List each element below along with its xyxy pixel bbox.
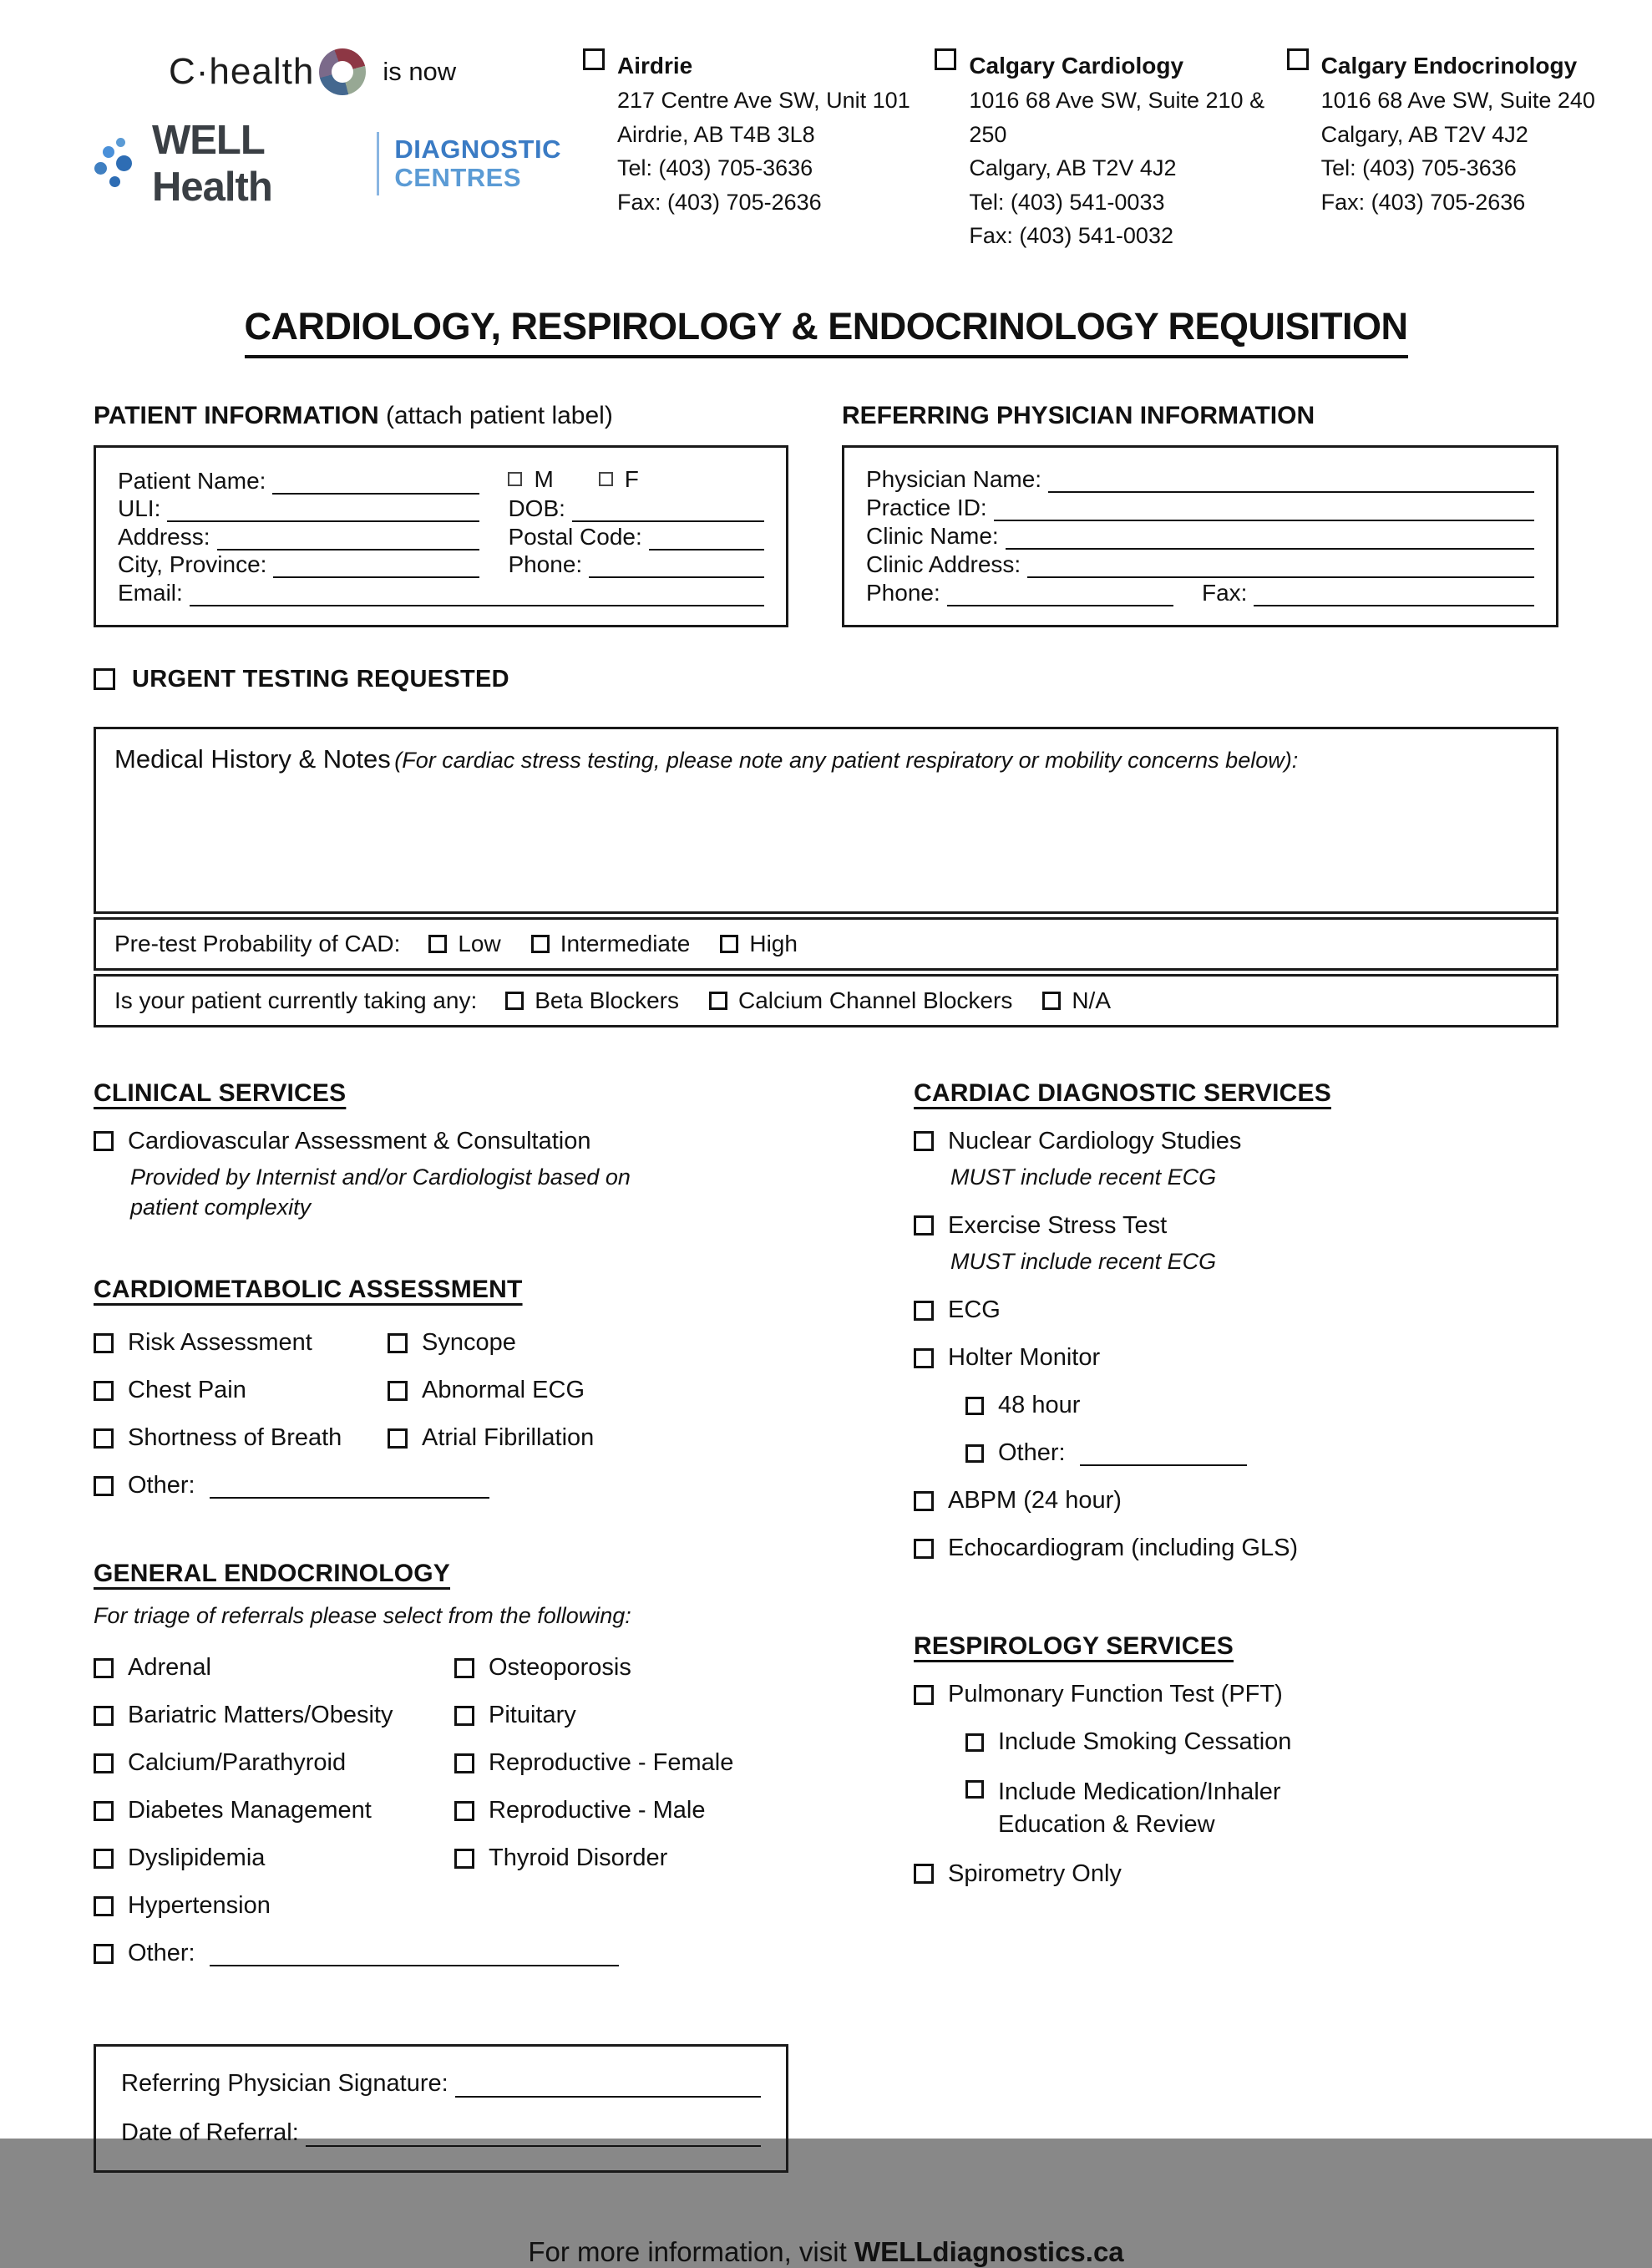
pretest-intermediate-checkbox[interactable]: [531, 935, 550, 953]
shortness-of-breath-checkbox[interactable]: [94, 1428, 114, 1449]
calcium-channel-blockers-checkbox[interactable]: [709, 992, 727, 1010]
referring-physician-section: [842, 402, 1558, 627]
na-label: N/A: [1072, 987, 1112, 1013]
na-checkbox[interactable]: [1042, 992, 1061, 1010]
diagnostic-centres-logo-text: DIAGNOSTIC CENTRES: [394, 134, 561, 192]
female-label: F: [624, 465, 639, 492]
endocrinology-other-item: [94, 1940, 845, 1967]
shortness-of-breath-item: Shortness of Breath: [94, 1424, 388, 1452]
pretest-high-checkbox[interactable]: [720, 935, 738, 953]
reproductive-female-checkbox[interactable]: [454, 1753, 474, 1773]
holter-other-item: [965, 1439, 1558, 1467]
diabetes-checkbox[interactable]: [94, 1801, 114, 1821]
dyslipidemia-item: Dyslipidemia: [94, 1844, 454, 1872]
holter-other-field[interactable]: [1080, 1441, 1247, 1466]
osteoporosis-item: Osteoporosis: [454, 1654, 733, 1682]
physician-name-field[interactable]: [1048, 466, 1534, 493]
diabetes-item: Diabetes Management: [94, 1797, 454, 1824]
cardiovascular-assessment-label: Cardiovascular Assessment & Consultation: [128, 1127, 591, 1154]
physician-signature-label: Referring Physician Signature:: [121, 2070, 448, 2098]
location-airdrie: Airdrie 217 Centre Ave SW, Unit 101 Airdrie, AB T4B 3L8 Tel: (403) 705-3636 Fax: (403) 705-2636: [583, 48, 915, 253]
header: [0, 0, 1652, 253]
exercise-stress-test-checkbox[interactable]: [914, 1215, 934, 1235]
ecg-checkbox[interactable]: [914, 1301, 934, 1321]
postal-code-field[interactable]: [649, 524, 764, 551]
respirology-heading: RESPIROLOGY SERVICES: [914, 1632, 1234, 1661]
cardiometabolic-other-field[interactable]: [210, 1474, 489, 1499]
atrial-fibrillation-item: Atrial Fibrillation: [388, 1424, 594, 1452]
risk-assessment-item: Risk Assessment: [94, 1329, 388, 1357]
medications-row: [94, 974, 1558, 1027]
holter-monitor-checkbox[interactable]: [914, 1348, 934, 1368]
well-health-logo-text: WELL Health: [152, 118, 272, 210]
smoking-cessation-item: Include Smoking Cessation: [965, 1728, 1558, 1756]
medical-history-label: Medical History & Notes: [114, 743, 391, 774]
urgent-testing-checkbox[interactable]: [94, 668, 115, 690]
female-checkbox[interactable]: [599, 472, 613, 486]
male-checkbox[interactable]: [508, 472, 522, 486]
inhaler-education-checkbox[interactable]: [965, 1780, 984, 1799]
date-of-referral-field[interactable]: [306, 2120, 761, 2147]
pituitary-item: Pituitary: [454, 1702, 733, 1729]
footer-text: For more information, visit: [528, 2236, 847, 2268]
medications-label: Is your patient currently taking any:: [114, 987, 478, 1013]
abpm-item: ABPM (24 hour): [914, 1487, 1558, 1515]
osteoporosis-checkbox[interactable]: [454, 1658, 474, 1678]
is-now-text: is now: [383, 57, 457, 86]
echocardiogram-item: Echocardiogram (including GLS): [914, 1535, 1558, 1562]
calcium-channel-blockers-label: Calcium Channel Blockers: [737, 987, 1013, 1013]
nuclear-cardiology-item: Nuclear Cardiology Studies: [914, 1128, 1558, 1155]
brand-logos: [94, 48, 561, 253]
practice-id-label: Practice ID:: [866, 494, 987, 520]
chest-pain-checkbox[interactable]: [94, 1381, 114, 1401]
practice-id-field[interactable]: [994, 495, 1534, 521]
services-left-column: [94, 1079, 845, 1968]
reproductive-female-item: Reproductive - Female: [454, 1749, 733, 1777]
location-name: Calgary Endocrinology: [1320, 53, 1578, 79]
email-label: Email:: [118, 579, 183, 606]
exercise-stress-test-item: Exercise Stress Test: [914, 1212, 1558, 1240]
pretest-label: Pre-test Probability of CAD:: [114, 930, 401, 956]
cardiometabolic-other-label: Other:: [128, 1472, 195, 1499]
clinic-address-field[interactable]: [1027, 551, 1534, 578]
nuclear-cardiology-checkbox[interactable]: [914, 1131, 934, 1151]
dob-field[interactable]: [572, 495, 764, 522]
beta-blockers-label: Beta Blockers: [535, 987, 679, 1013]
spirometry-checkbox[interactable]: [914, 1864, 934, 1884]
patient-name-label: Patient Name:: [118, 467, 266, 494]
beta-blockers-checkbox[interactable]: [505, 992, 524, 1010]
endocrinology-other-checkbox[interactable]: [94, 1944, 114, 1964]
location-list: [583, 48, 1619, 253]
pretest-low-label: Low: [458, 930, 501, 956]
footer-website: WELLdiagnostics.ca: [854, 2236, 1124, 2268]
address-field[interactable]: [217, 524, 480, 551]
clinic-fax-field[interactable]: [1254, 580, 1534, 606]
syncope-item: Syncope: [388, 1329, 594, 1357]
medical-history-notes-area[interactable]: [114, 774, 1538, 891]
clinic-address-label: Clinic Address:: [866, 551, 1021, 577]
patient-information-heading: PATIENT INFORMATION (attach patient label): [94, 401, 613, 429]
nuclear-cardiology-note: MUST include recent ECG: [950, 1164, 1217, 1190]
pft-checkbox[interactable]: [914, 1685, 934, 1705]
dob-label: DOB:: [508, 495, 565, 521]
general-endocrinology-heading: GENERAL ENDOCRINOLOGY: [94, 1560, 451, 1588]
clinic-phone-field[interactable]: [947, 580, 1173, 606]
clinical-services-heading: CLINICAL SERVICES: [94, 1078, 347, 1107]
hypertension-item: Hypertension: [94, 1892, 454, 1920]
patient-phone-label: Phone:: [508, 551, 583, 577]
male-label: M: [534, 465, 554, 492]
urgent-testing-label: URGENT TESTING REQUESTED: [132, 665, 509, 693]
holter-monitor-item: Holter Monitor: [914, 1344, 1558, 1372]
medical-history-note: (For cardiac stress testing, please note any patient respiratory or mobility concerns below):: [394, 747, 1299, 773]
pretest-high-label: High: [749, 930, 798, 956]
adrenal-item: Adrenal: [94, 1654, 454, 1682]
patient-phone-field[interactable]: [589, 551, 764, 578]
syncope-checkbox[interactable]: [388, 1333, 408, 1353]
abnormal-ecg-item: Abnormal ECG: [388, 1377, 594, 1404]
calgary-endocrinology-checkbox[interactable]: [1287, 48, 1309, 70]
clinic-fax-label: Fax:: [1202, 579, 1248, 606]
logo-divider: [377, 132, 379, 195]
clinic-name-field[interactable]: [1006, 523, 1534, 550]
general-endocrinology-subtitle: For triage of referrals please select from the following:: [94, 1603, 631, 1629]
postal-code-label: Postal Code:: [508, 523, 642, 550]
holter-48-hour-checkbox[interactable]: [965, 1397, 984, 1415]
echocardiogram-checkbox[interactable]: [914, 1539, 934, 1559]
endocrinology-other-label: Other:: [128, 1940, 195, 1967]
pft-item: Pulmonary Function Test (PFT): [914, 1681, 1558, 1708]
abpm-checkbox[interactable]: [914, 1491, 934, 1511]
calgary-cardiology-checkbox[interactable]: [935, 48, 956, 70]
cardiovascular-assessment-note: Provided by Internist and/or Cardiologist based on patient complexity: [130, 1164, 631, 1220]
cardiovascular-assessment-item: [94, 1128, 845, 1155]
email-field[interactable]: [190, 580, 764, 606]
patient-information-box: [94, 445, 788, 627]
thyroid-disorder-checkbox[interactable]: [454, 1849, 474, 1869]
spirometry-item: Spirometry Only: [914, 1860, 1558, 1888]
smoking-cessation-checkbox[interactable]: [965, 1733, 984, 1752]
risk-assessment-checkbox[interactable]: [94, 1333, 114, 1353]
physician-name-label: Physician Name:: [866, 465, 1042, 492]
chealth-logo-text: C·health: [169, 51, 315, 92]
inhaler-education-item: Include Medication/Inhaler Education & Review: [965, 1776, 1558, 1840]
cardiac-diagnostic-heading: CARDIAC DIAGNOSTIC SERVICES: [914, 1078, 1331, 1107]
cardiometabolic-heading: CARDIOMETABOLIC ASSESSMENT: [94, 1276, 523, 1304]
physician-signature-field[interactable]: [455, 2071, 761, 2098]
patient-information-section: [94, 402, 788, 627]
urgent-testing-row: [0, 666, 1652, 693]
chest-pain-item: Chest Pain: [94, 1377, 388, 1404]
holter-48-hour-item: 48 hour: [965, 1392, 1558, 1419]
referring-physician-heading: REFERRING PHYSICIAN INFORMATION: [842, 401, 1315, 429]
holter-other-checkbox[interactable]: [965, 1444, 984, 1463]
signature-box: [94, 2044, 788, 2173]
pituitary-checkbox[interactable]: [454, 1706, 474, 1726]
patient-name-field[interactable]: [272, 468, 479, 495]
ecg-item: ECG: [914, 1296, 1558, 1324]
city-province-label: City, Province:: [118, 551, 267, 577]
uli-field[interactable]: [167, 495, 479, 522]
atrial-fibrillation-checkbox[interactable]: [388, 1428, 408, 1449]
form-title: CARDIOLOGY, RESPIROLOGY & ENDOCRINOLOGY REQUISITION: [245, 305, 1408, 358]
location-name: Airdrie: [617, 53, 693, 79]
clinic-phone-label: Phone:: [866, 579, 940, 606]
footer: [0, 2236, 1652, 2268]
hypertension-checkbox[interactable]: [94, 1896, 114, 1916]
location-name: Calgary Cardiology: [969, 53, 1184, 79]
exercise-stress-test-note: MUST include recent ECG: [950, 1248, 1217, 1274]
address-label: Address:: [118, 523, 210, 550]
cardiometabolic-other-item: [94, 1472, 845, 1499]
pretest-low-checkbox[interactable]: [428, 935, 447, 953]
uli-label: ULI:: [118, 495, 161, 521]
endocrinology-other-field[interactable]: [210, 1941, 619, 1966]
reproductive-male-item: Reproductive - Male: [454, 1797, 733, 1824]
referring-physician-box: [842, 445, 1558, 627]
date-of-referral-label: Date of Referral:: [121, 2119, 299, 2147]
services-right-column: [914, 1079, 1558, 1968]
calcium-parathyroid-checkbox[interactable]: [94, 1753, 114, 1773]
chealth-swirl-icon: [319, 48, 366, 95]
bariatric-checkbox[interactable]: [94, 1706, 114, 1726]
adrenal-checkbox[interactable]: [94, 1658, 114, 1678]
cardiovascular-assessment-checkbox[interactable]: [94, 1131, 114, 1151]
reproductive-male-checkbox[interactable]: [454, 1801, 474, 1821]
airdrie-checkbox[interactable]: [583, 48, 605, 70]
dyslipidemia-checkbox[interactable]: [94, 1849, 114, 1869]
pretest-intermediate-label: Intermediate: [560, 930, 691, 956]
clinic-name-label: Clinic Name:: [866, 522, 999, 549]
calcium-parathyroid-item: Calcium/Parathyroid: [94, 1749, 454, 1777]
city-province-field[interactable]: [273, 551, 479, 578]
well-health-dots-icon: [94, 138, 142, 190]
medical-history-box: [94, 727, 1558, 914]
holter-other-label: Other:: [998, 1439, 1066, 1467]
location-calgary-cardiology: Calgary Cardiology 1016 68 Ave SW, Suite 210 & 250 Calgary, AB T2V 4J2 Tel: (403) 541-0033 Fax: (403) 541-0032: [935, 48, 1266, 253]
bariatric-item: Bariatric Matters/Obesity: [94, 1702, 454, 1729]
pretest-probability-row: [94, 917, 1558, 971]
cardiometabolic-other-checkbox[interactable]: [94, 1476, 114, 1496]
abnormal-ecg-checkbox[interactable]: [388, 1381, 408, 1401]
location-calgary-endocrinology: Calgary Endocrinology 1016 68 Ave SW, Suite 240 Calgary, AB T2V 4J2 Tel: (403) 705-3636 Fax: (403) 705-2636: [1287, 48, 1619, 253]
thyroid-disorder-item: Thyroid Disorder: [454, 1844, 733, 1872]
